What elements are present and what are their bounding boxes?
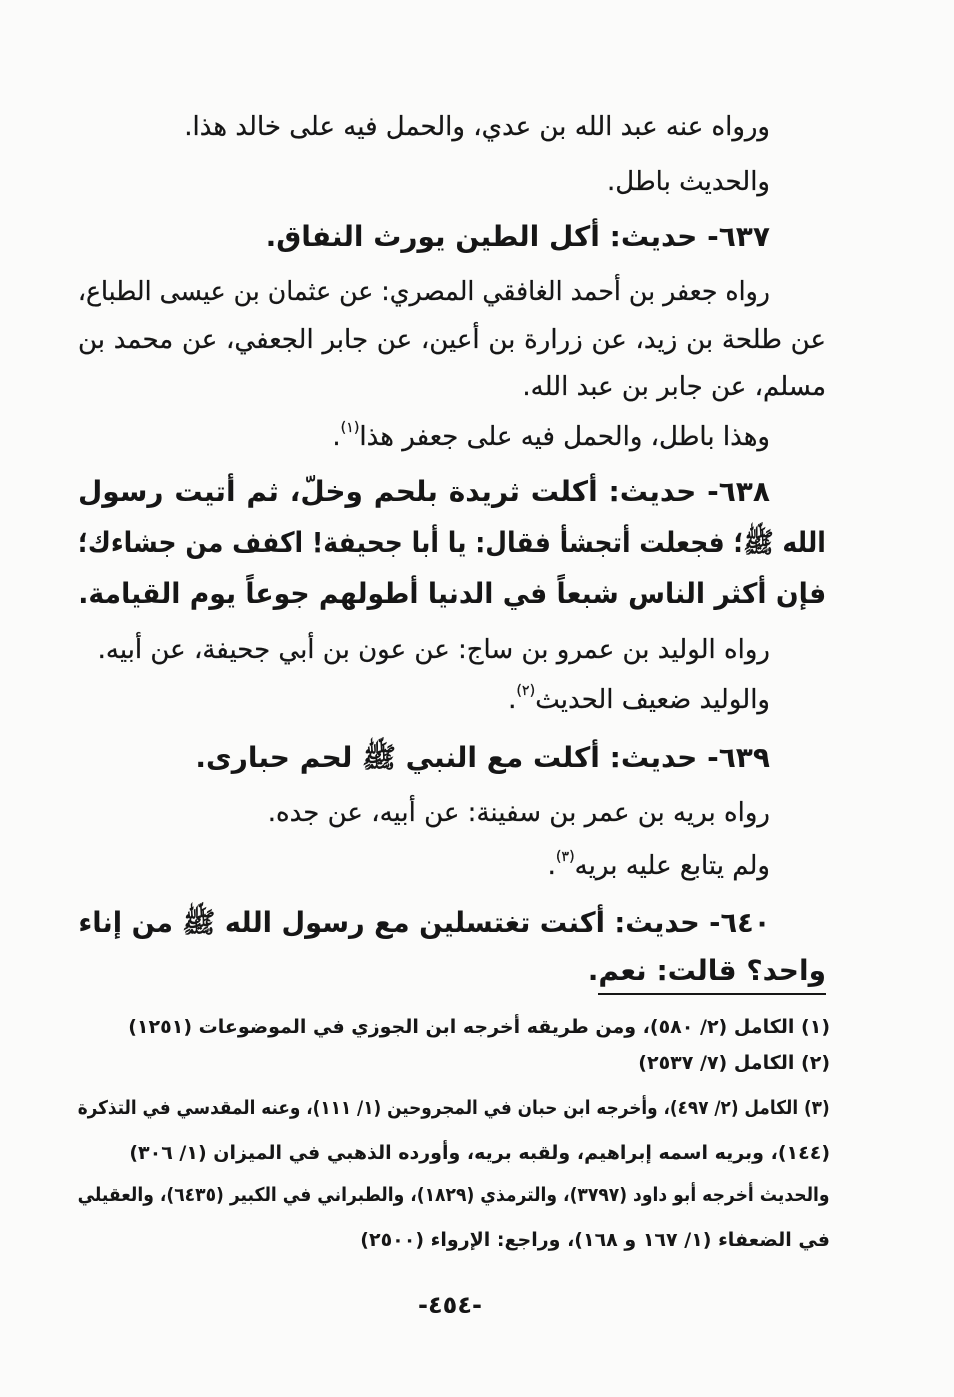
entry-638-text-line-1 xyxy=(78,625,770,675)
entry-639-text-line-1 xyxy=(78,788,770,838)
entry-638-heading-line-1 xyxy=(78,467,770,517)
page-number: -٤٥٤- xyxy=(418,1291,482,1319)
entry-639-heading-text: ٦٣٩- حديث: أكلت مع النبي ﷺ لحم حبارى. xyxy=(195,741,770,774)
entry-638-heading-line-2 xyxy=(78,518,826,568)
entry-639-text-line-1-text: رواه بريه بن عمر بن سفينة: عن أبيه، عن جده. xyxy=(267,798,770,828)
entry-638-heading-line-3-text: فإن أكثر الناس شبعاً في الدنيا أطولهم جوعاً يوم القيامة. xyxy=(78,577,826,610)
entry-637-text-line-2-text: عن طلحة بن زيد، عن زرارة بن أعين، عن جابر الجعفي، عن محمد بن xyxy=(78,325,826,355)
entry-638-verdict xyxy=(78,675,770,725)
entry-637-text-line-3-text: مسلم، عن جابر بن عبد الله. xyxy=(522,372,826,402)
footnote-ref-3: (٣) xyxy=(555,849,575,866)
footnote-3-line-1 xyxy=(78,1090,830,1126)
footnote-3-line-4-text: في الضعفاء (١/ ١٦٧ و ١٦٨)، وراجع: الإرواء (٢٥٠٠) xyxy=(360,1229,830,1251)
footnote-3-line-3-text: والحديث أخرجه أبو داود (٣٧٩٧)، والترمذي (١٨٢٩)، والطبراني في الكبير (٦٤٣٥)، والعقيلي xyxy=(78,1184,830,1206)
continuation-line-2 xyxy=(78,157,770,207)
verdict-end-punctuation: . xyxy=(332,422,341,452)
footnote-2-text: (٢) الكامل (٧/ ٢٥٣٧) xyxy=(638,1052,830,1074)
continuation-line-2-text: والحديث باطل. xyxy=(607,167,770,197)
entry-640-heading-line-2 xyxy=(78,946,826,996)
entry-640-heading-line-1 xyxy=(78,898,770,948)
footnote-3-line-2-text: (١٤٤)، وبريه اسمه إبراهيم، ولقبه بريه، وأورده الذهبي في الميزان (١/ ٣٠٦) xyxy=(129,1142,830,1164)
verdict-text: ولم يتابع عليه بريه xyxy=(574,851,770,881)
footnote-1 xyxy=(78,1009,830,1045)
footnote-3-line-2 xyxy=(78,1135,830,1171)
entry-638-heading-line-2-text: الله ﷺ؛ فجعلت أتجشأ فقال: يا أبا جحيفة! اكفف من جشاءك؛ xyxy=(78,526,826,559)
entry-640-heading-line-1-text: ٦٤٠- حديث: أكنت تغتسلين مع رسول الله ﷺ من إناء xyxy=(78,906,770,939)
entry-639-heading xyxy=(78,733,770,783)
verdict-end-punctuation: . xyxy=(547,851,556,881)
footnote-1-text: (١) الكامل (٢/ ٥٨٠)، ومن طريقه أخرجه ابن الجوزي في الموضوعات (١٢٥١) xyxy=(128,1016,830,1038)
entry-638-heading-line-3 xyxy=(78,569,826,619)
footnote-3-line-4 xyxy=(78,1222,830,1258)
entry-638-verdict-text xyxy=(508,675,770,725)
verdict-text: وهذا باطل، والحمل فيه على جعفر هذا xyxy=(359,422,770,452)
verdict-end-punctuation: . xyxy=(508,685,517,715)
footnote-3-line-1-text: (٣) الكامل (٢/ ٤٩٧)، وأخرجه ابن حبان في المجروحين (١/ ١١١)، وعنه المقدسي في التذكرة xyxy=(78,1097,830,1119)
entry-637-heading-text: ٦٣٧- حديث: أكل الطين يورث النفاق. xyxy=(265,220,770,253)
footnote-3-line-3 xyxy=(78,1177,830,1213)
footnote-separator-rule xyxy=(598,993,826,995)
verdict-text: والوليد ضعيف الحديث xyxy=(535,685,770,715)
continuation-line-1-text: ورواه عنه عبد الله بن عدي، والحمل فيه على خالد هذا. xyxy=(184,112,770,142)
continuation-line-1 xyxy=(78,102,770,152)
entry-637-text-line-1-text: رواه جعفر بن أحمد الغافقي المصري: عن عثمان بن عيسى الطباع، xyxy=(78,277,770,307)
entry-637-heading xyxy=(78,212,770,262)
footnote-ref-2: (٢) xyxy=(516,683,536,700)
entry-639-verdict xyxy=(78,841,770,891)
entry-640-heading-line-2-text: واحد؟ قالت: نعم. xyxy=(587,954,826,987)
entry-638-text-line-1-text: رواه الوليد بن عمرو بن ساج: عن عون بن أبي جحيفة، عن أبيه. xyxy=(97,635,770,665)
entry-637-verdict xyxy=(78,412,770,462)
entry-638-heading-line-1-text: ٦٣٨- حديث: أكلت ثريدة بلحم وخلّ، ثم أتيت رسول xyxy=(78,475,770,508)
entry-637-verdict-text xyxy=(332,412,770,462)
footnote-ref-1: (١) xyxy=(340,420,360,437)
entry-637-text-line-1 xyxy=(78,267,770,317)
entry-639-verdict-text xyxy=(548,841,770,891)
entry-637-text-line-2 xyxy=(78,315,826,365)
footnote-2 xyxy=(78,1045,830,1081)
entry-637-text-line-3 xyxy=(78,362,826,412)
